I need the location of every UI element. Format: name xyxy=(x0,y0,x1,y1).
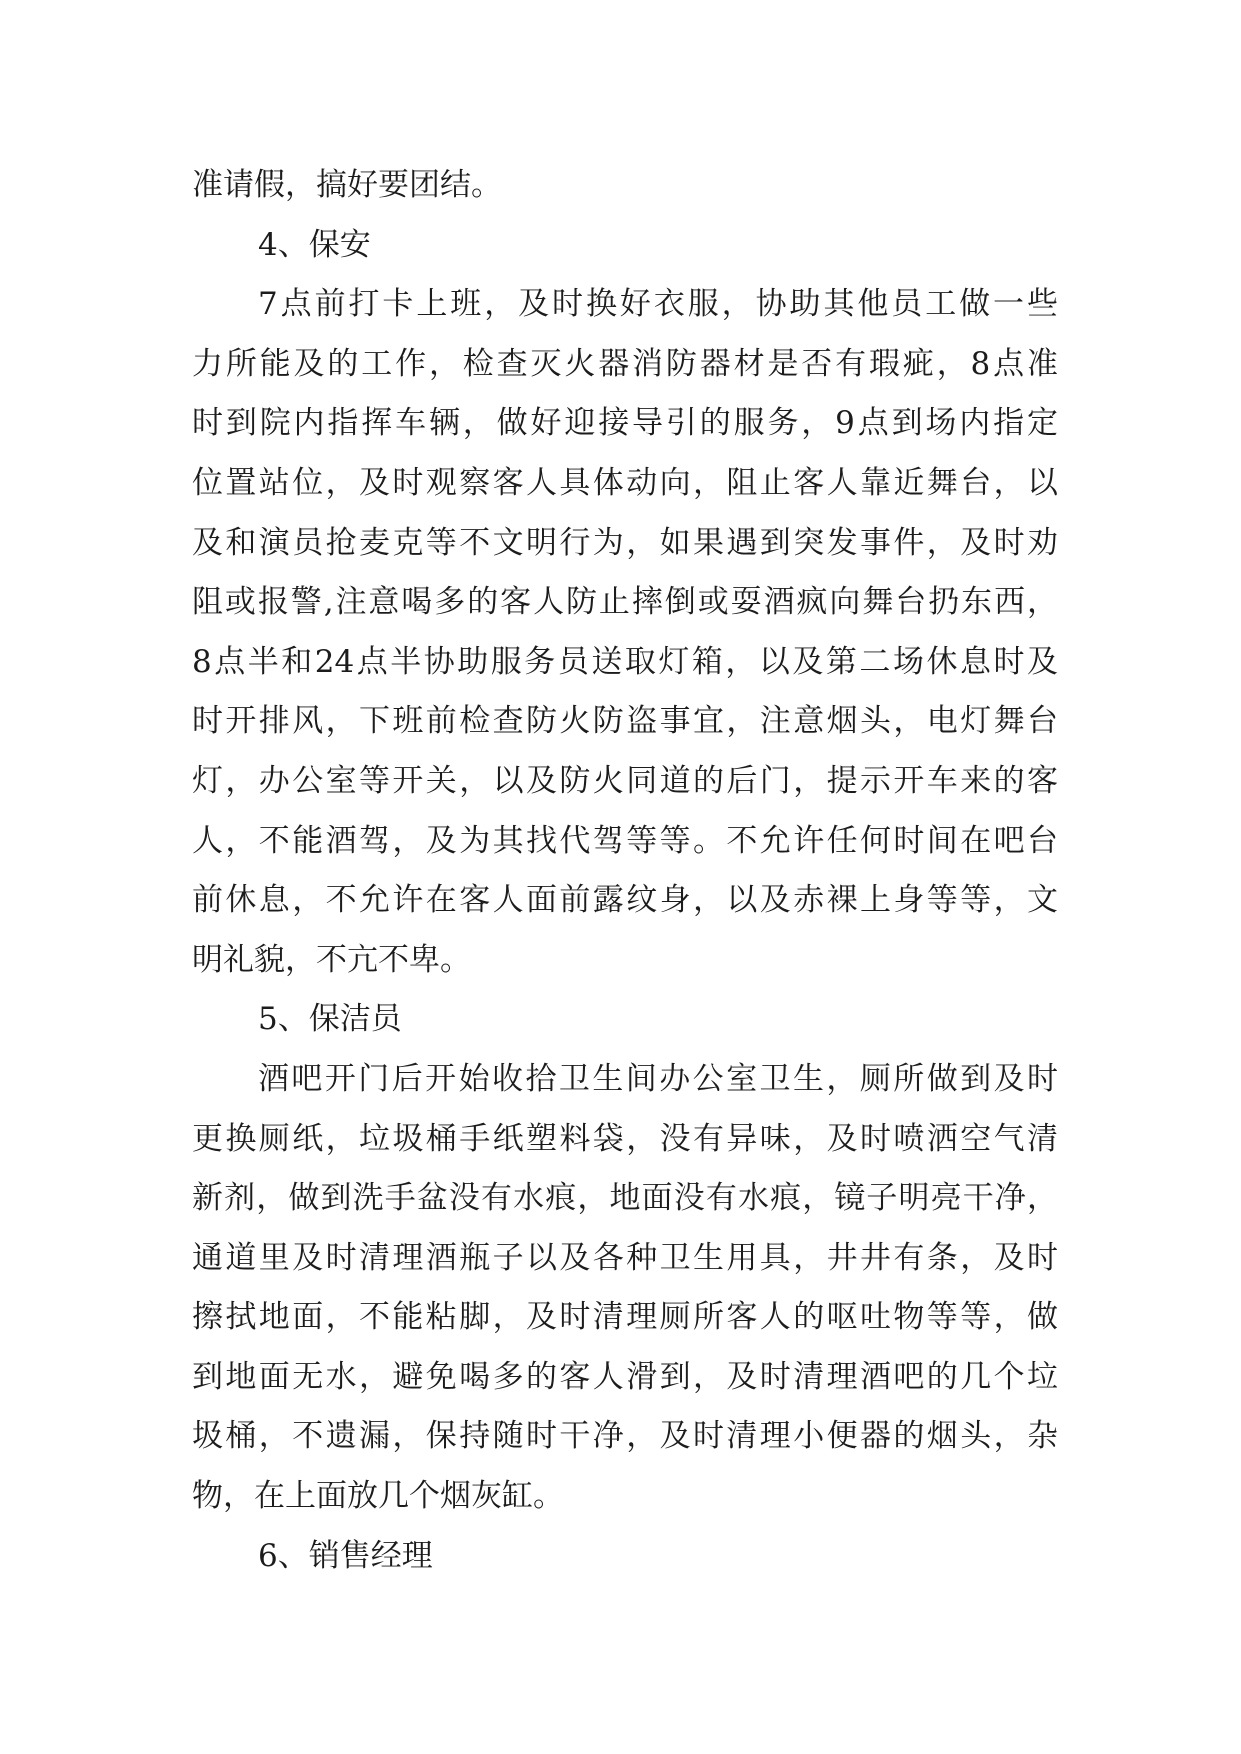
paragraph-line: 到地面无水，避免喝多的客人滑到，及时清理酒吧的几个垃 xyxy=(192,1358,1058,1395)
document-body xyxy=(192,156,1058,1586)
paragraph-line: 前休息，不允许在客人面前露纹身，以及赤裸上身等等，文 xyxy=(192,882,1058,919)
paragraph-line: 灯，办公室等开关，以及防火同道的后门，提示开车来的客 xyxy=(192,762,1058,799)
paragraph-line: 7点前打卡上班，及时换好衣服，协助其他员工做一些 xyxy=(258,286,1058,323)
paragraph-continuation xyxy=(192,156,1058,216)
paragraph-line: 力所能及的工作，检查灭火器消防器材是否有瑕疵，8点准 xyxy=(192,345,1058,382)
paragraph-line: 更换厕纸，垃圾桶手纸塑料袋，没有异味，及时喷洒空气清 xyxy=(192,1120,1058,1157)
paragraph-line: 时开排风，下班前检查防火防盗事宜，注意烟头，电灯舞台 xyxy=(192,703,1058,740)
paragraph-security-duties xyxy=(192,275,1058,990)
section-heading-text: 5、保洁员 xyxy=(258,1001,402,1038)
paragraph-line: 圾桶，不遗漏，保持随时干净，及时清理小便器的烟头，杂 xyxy=(192,1418,1058,1455)
paragraph-line: 阻或报警,注意喝多的客人防止摔倒或耍酒疯向舞台扔东西， xyxy=(192,584,1058,621)
paragraph-line: 擦拭地面，不能粘脚，及时清理厕所客人的呕吐物等等，做 xyxy=(192,1299,1058,1336)
section-heading-security xyxy=(192,216,1058,276)
paragraph-line: 通道里及时清理酒瓶子以及各种卫生用具，井井有条，及时 xyxy=(192,1239,1058,1276)
section-heading-text: 4、保安 xyxy=(258,226,371,263)
section-heading-text: 6、销售经理 xyxy=(258,1537,433,1574)
paragraph-line: 位置站位，及时观察客人具体动向，阻止客人靠近舞台，以 xyxy=(192,464,1058,501)
paragraph-line: 明礼貌，不亢不卑。 xyxy=(192,941,471,978)
paragraph-line: 新剂，做到洗手盆没有水痕，地面没有水痕，镜子明亮干净， xyxy=(192,1180,1058,1217)
paragraph-line: 物，在上面放几个烟灰缸。 xyxy=(192,1478,564,1515)
paragraph-cleaner-duties xyxy=(192,1050,1058,1527)
paragraph-line: 人，不能酒驾，及为其找代驾等等。不允许任何时间在吧台 xyxy=(192,822,1058,859)
paragraph-line: 准请假，搞好要团结。 xyxy=(192,167,502,203)
section-heading-sales-manager xyxy=(192,1527,1058,1587)
section-heading-cleaner xyxy=(192,990,1058,1050)
paragraph-line: 8点半和24点半协助服务员送取灯箱，以及第二场休息时及 xyxy=(192,643,1058,680)
paragraph-line: 时到院内指挥车辆，做好迎接导引的服务，9点到场内指定 xyxy=(192,405,1058,442)
paragraph-line: 及和演员抢麦克等不文明行为，如果遇到突发事件，及时劝 xyxy=(192,524,1058,561)
paragraph-line: 酒吧开门后开始收拾卫生间办公室卫生，厕所做到及时 xyxy=(258,1060,1058,1097)
